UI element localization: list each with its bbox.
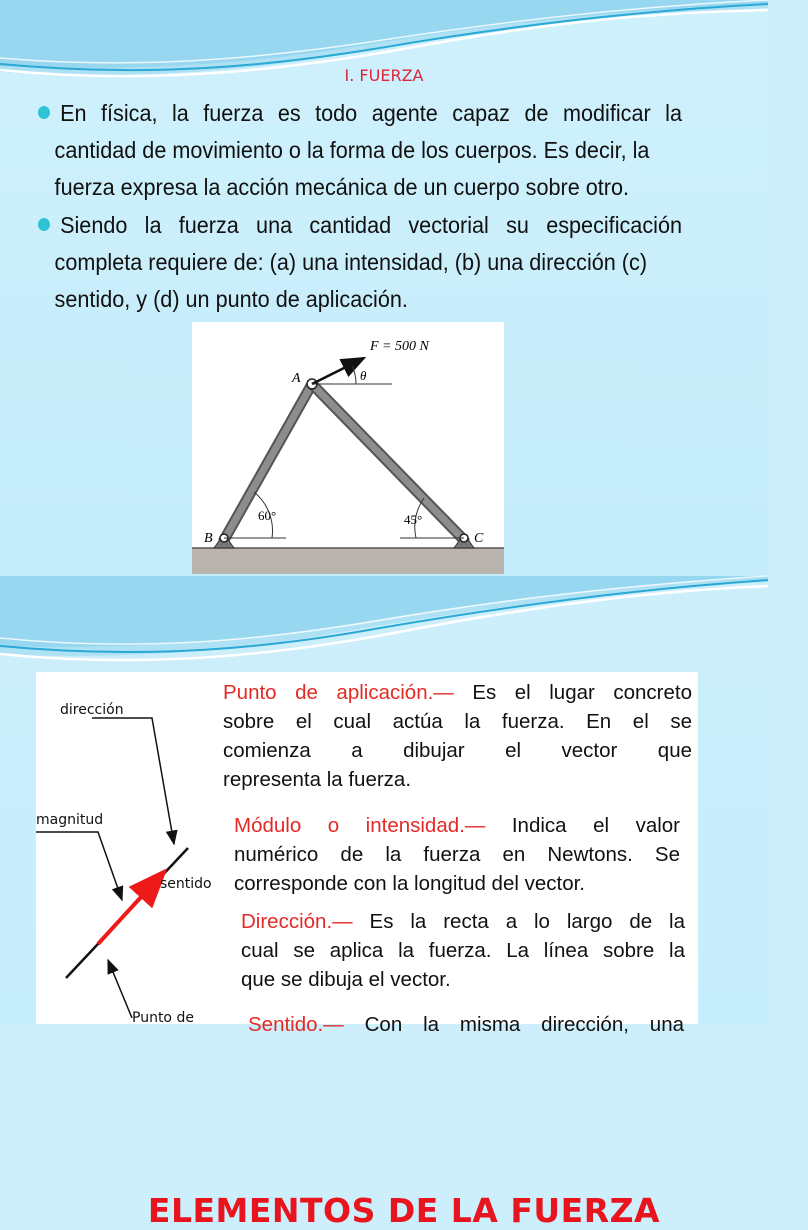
angle-b-label: 60° (258, 508, 277, 523)
elements-panel (36, 672, 698, 1036)
point-b-label: B (204, 531, 213, 546)
definition-sentido: Sentido.— Con la misma dirección, una (248, 1013, 684, 1036)
red-vector-arrow (98, 874, 162, 944)
label-punto: Punto de (132, 1010, 194, 1026)
definition-term: Punto de aplicación.— (223, 681, 454, 704)
definition-term: Módulo o intensidad.— (234, 814, 486, 837)
angle-c-label: 45° (404, 512, 423, 527)
truss-diagram (192, 322, 504, 574)
point-a-label: A (292, 371, 301, 386)
truss-figure (192, 322, 504, 574)
bullet-vector (38, 207, 682, 318)
bullet-line: fuerza expresa la acción mecánica de un cuerpo sobre otro. (54, 174, 630, 200)
magnitud-pointer (36, 832, 122, 900)
vector-diagram (36, 672, 236, 1024)
header-wave (0, 576, 768, 672)
definition-punto-aplicacion: Punto de aplicación.— Es el lugar concreto sobre el cual actúa la fuerza. En el se comienza a dibujar el vector que representa la fuerza. (223, 681, 692, 791)
force-label: F = 500 N (370, 339, 429, 354)
label-sentido: sentido (160, 876, 212, 892)
bullet-line: sentido, y (d) un punto de aplicación. (54, 286, 408, 312)
bullet-dot-icon (38, 218, 50, 231)
punto-pointer (108, 960, 132, 1018)
definition-modulo: Módulo o intensidad.— Indica el valor numérico de la fuerza en Newtons. Se corresponde con la longitud del vector. (234, 814, 680, 895)
bullet-definition (38, 95, 682, 206)
bullet-line: cantidad de movimiento o la forma de los cuerpos. Es decir, la (54, 137, 650, 163)
ground (192, 548, 504, 574)
direccion-pointer (92, 718, 174, 844)
bullet-line: En física, la fuerza es todo agente capaz de modificar la (60, 100, 682, 126)
definition-term: Dirección.— (241, 910, 353, 933)
bullet-line: completa requiere de: (a) una intensidad, (b) una dirección (c) (54, 249, 648, 275)
label-direccion: dirección (60, 702, 124, 718)
definition-direccion: Dirección.— Es la recta a lo largo de la cual se aplica la fuerza. La línea sobre la que se dibuja el vector. (241, 910, 685, 991)
label-magnitud: magnitud (36, 812, 104, 828)
slide-title: ELEMENTOS DE LA FUERZA (147, 1191, 661, 1230)
bullet-line: Siendo la fuerza una cantidad vectorial su especificación (60, 212, 682, 238)
slide-title: I. FUERZA (344, 66, 424, 85)
theta-label: θ (360, 368, 367, 383)
bullet-dot-icon (38, 106, 50, 119)
point-c-label: C (474, 531, 484, 546)
slide-fuerza (0, 0, 768, 576)
definition-term: Sentido.— (248, 1013, 344, 1036)
